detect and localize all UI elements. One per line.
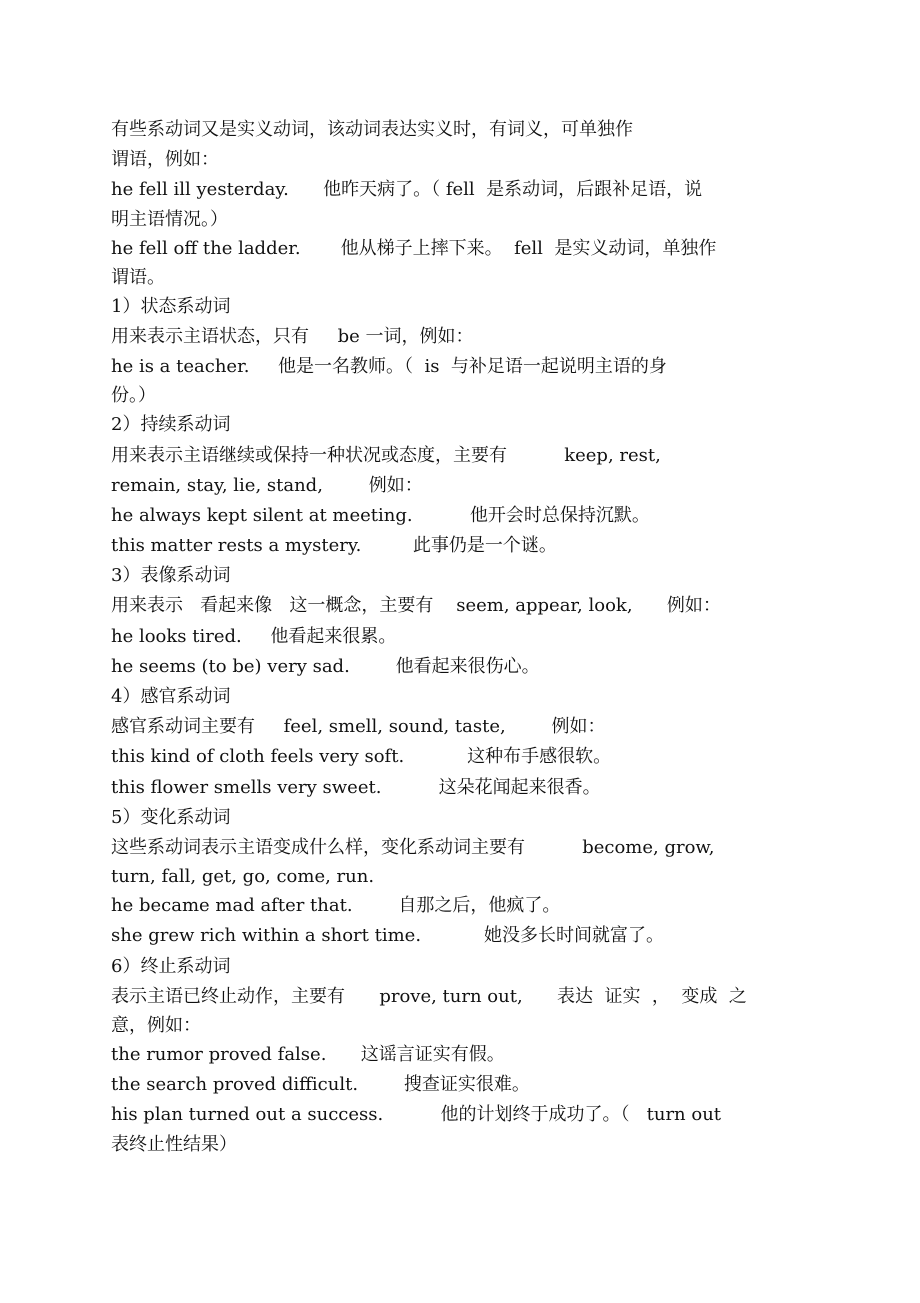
- text-line: 用来表示 看起来像 这一概念，主要有 seem, appear, look, 例如：: [111, 595, 721, 617]
- section-heading: 1）状态系动词: [111, 295, 231, 317]
- text-line: he fell off the ladder. 他从梯子上摔下来。 fell 是实义动词，单独作: [111, 237, 717, 259]
- text-line: 份。）: [111, 385, 156, 407]
- section-heading: 4）感官系动词: [111, 686, 231, 707]
- text-line: 有些系动词又是实义动词，该动词表达实义时，有词义，可单独作: [111, 119, 633, 140]
- text-line: 用来表示主语继续或保持一种状况或态度，主要有 keep, rest,: [111, 444, 661, 466]
- text-line: he fell ill yesterday. 他昨天病了。（ fell 是系动词，后跟补足语，说: [111, 179, 703, 201]
- text-line: he is a teacher. 他是一名教师。（ is 与补足语一起说明主语的身: [111, 356, 667, 378]
- text-line: 谓语。: [111, 266, 165, 288]
- section-heading: 2）持续系动词: [111, 414, 231, 436]
- text-line: 明主语情况。）: [111, 208, 228, 230]
- text-line: he became mad after that. 自那之后，他疯了。: [111, 895, 561, 917]
- section-heading: 3）表像系动词: [111, 565, 231, 587]
- text-line: he always kept silent at meeting. 他开会时总保持沉默。: [111, 504, 650, 526]
- text-line: this kind of cloth feels very soft. 这种布手感很软。: [111, 746, 612, 768]
- text-line: 意，例如：: [111, 1014, 201, 1036]
- text-line: his plan turned out a success. 他的计划终于成功了。（ turn out: [111, 1104, 722, 1126]
- text-line: 感官系动词主要有 feel, smell, sound, taste, 例如：: [111, 716, 606, 738]
- text-line: he looks tired. 他看起来很累。: [111, 625, 397, 647]
- text-line: 表终止性结果）: [111, 1134, 237, 1156]
- text-line: 用来表示主语状态，只有 be 一词，例如：: [111, 325, 474, 347]
- text-line: 这些系动词表示主语变成什么样，变化系动词主要有 become, grow,: [111, 836, 715, 858]
- text-line: this matter rests a mystery. 此事仍是一个谜。: [111, 535, 557, 557]
- text-line: this flower smells very sweet. 这朵花闻起来很香。: [111, 776, 601, 798]
- text-line: remain, stay, lie, stand, 例如：: [111, 474, 423, 496]
- text-line: the rumor proved false. 这谣言证实有假。: [111, 1043, 505, 1065]
- text-line: she grew rich within a short time. 她没多长时间就富了。: [111, 925, 664, 947]
- text-line: 表示主语已终止动作，主要有 prove, turn out, 表达 证实 ， 变成 之: [111, 985, 747, 1007]
- section-heading: 5）变化系动词: [111, 806, 231, 828]
- text-line: he seems (to be) very sad. 他看起来很伤心。: [111, 655, 540, 677]
- text-line: the search proved difficult. 搜查证实很难。: [111, 1074, 530, 1096]
- text-line: turn, fall, get, go, come, run.: [111, 866, 375, 888]
- text-line: 谓语，例如：: [111, 149, 219, 171]
- document-body: [111, 115, 801, 1161]
- section-heading: 6）终止系动词: [111, 955, 231, 977]
